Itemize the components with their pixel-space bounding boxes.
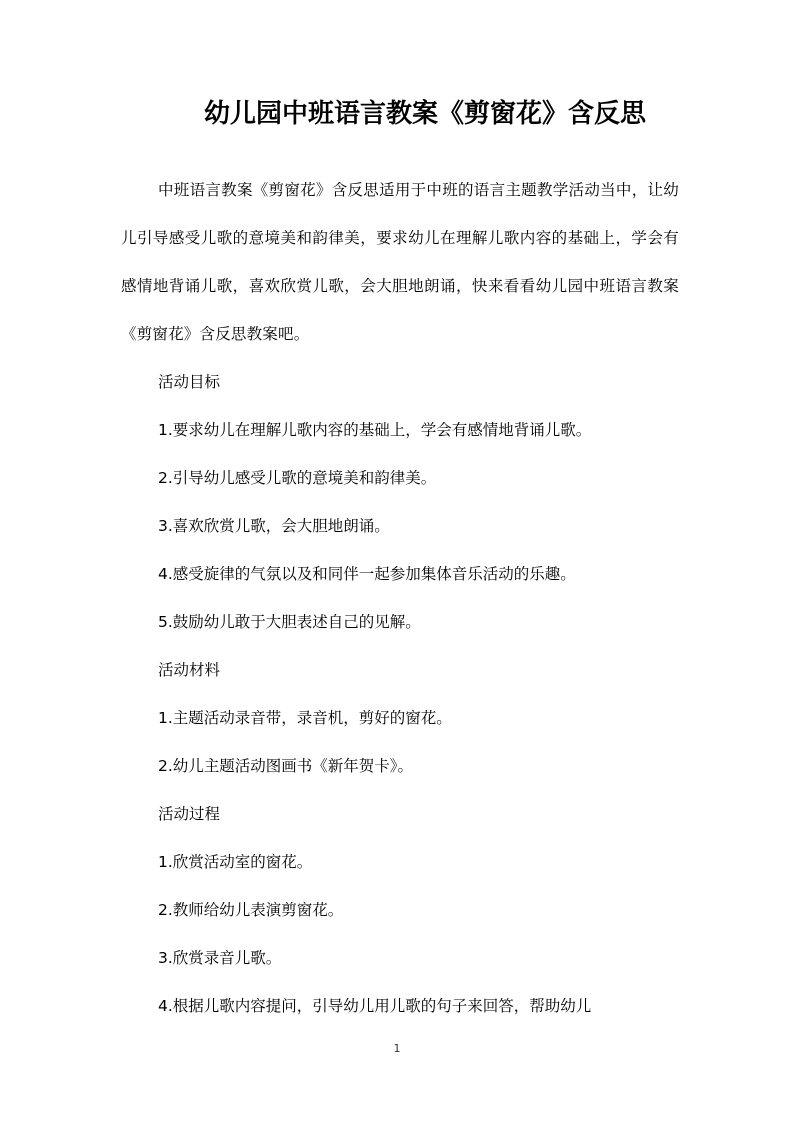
process-item: 2.教师给幼儿表演剪窗花。 [158, 901, 344, 919]
document-title: 幼儿园中班语言教案《剪窗花》含反思 [203, 99, 646, 129]
process-item: 3.欣赏录音儿歌。 [158, 949, 282, 967]
intro-paragraph: 中班语言教案《剪窗花》含反思适用于中班的语言主题教学活动当中，让幼儿引导感受儿歌的意境美和韵律美，要求幼儿在理解儿歌内容的基础上，学会有感情地背诵儿歌，喜欢欣赏儿歌，会大胆地朗诵，快来看看幼儿园中班语言教案《剪窗花》含反思教案吧。 [121, 181, 679, 343]
document-body [121, 166, 679, 1030]
goal-item: 1.要求幼儿在理解儿歌内容的基础上，学会有感情地背诵儿歌。 [158, 421, 592, 439]
heading-activity-materials: 活动材料 [158, 661, 221, 679]
goal-item: 5.鼓励幼儿敢于大胆表述自己的见解。 [158, 613, 421, 631]
goal-item: 2.引导幼儿感受儿歌的意境美和韵律美。 [158, 469, 437, 487]
goal-item: 3.喜欢欣赏儿歌，会大胆地朗诵。 [158, 517, 390, 535]
material-item: 1.主题活动录音带，录音机，剪好的窗花。 [158, 709, 452, 727]
process-item: 4.根据儿歌内容提问，引导幼儿用儿歌的句子来回答，帮助幼儿 [158, 997, 592, 1015]
page-number: 1 [393, 1042, 401, 1055]
material-item: 2.幼儿主题活动图画书《新年贺卡》。 [158, 757, 414, 775]
heading-activity-goals: 活动目标 [158, 373, 221, 391]
heading-activity-process: 活动过程 [158, 805, 221, 823]
process-item: 1.欣赏活动室的窗花。 [158, 853, 313, 871]
goal-item: 4.感受旋律的气氛以及和同伴一起参加集体音乐活动的乐趣。 [158, 565, 576, 583]
